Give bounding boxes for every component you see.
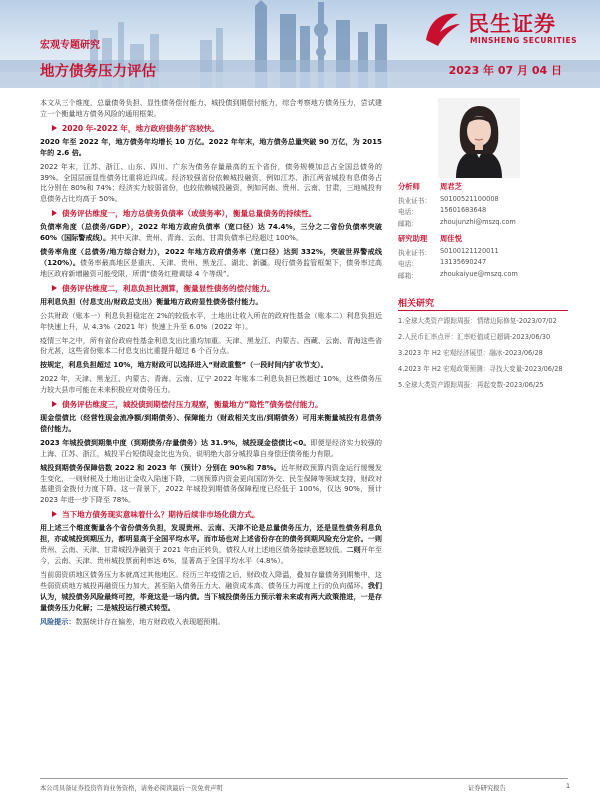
triangle-bullet-icon bbox=[52, 210, 57, 216]
brand-name-en: MINSHENG SECURITIES bbox=[470, 36, 577, 45]
brand-logo bbox=[424, 8, 592, 52]
analyst-1-phone: 电话： 15601683648 bbox=[398, 206, 487, 216]
triangle-bullet-icon bbox=[52, 511, 57, 517]
analyst-2-email-link[interactable]: zhoukaiyue@mszq.com bbox=[440, 270, 518, 278]
related-research-divider bbox=[398, 310, 568, 311]
report-date: 2023 年 07 月 04 日 bbox=[448, 64, 562, 77]
related-research-title: 相关研究 bbox=[398, 299, 435, 309]
section3-paragraph-3: 疫情三年之中，所有省份政府性基金利息支出比重均加重。天津、黑龙江、内蒙古、西藏、云南、青海这些省份尤甚，这些省份账本二付息支出比重提升超过 6 个百分点。 bbox=[40, 335, 382, 356]
report-series: 宏观专题研究 bbox=[40, 40, 100, 51]
analyst-2-cert: 执业证书： S0100121120011 bbox=[398, 247, 499, 257]
footer-doc-type: 证券研究报告 bbox=[468, 785, 506, 792]
section2-paragraph-1: 负债率角度（总债务/GDP），2022 年地方政府负债率（宽口径）达 74.4%，三分之二省份负债率突破 60%（国际警戒线）。其中天津、贵州、青海、云南、甘肃负债率已经超过 100%。 bbox=[40, 222, 382, 243]
section-heading-3: 债务评估维度二，利息负担比测算，衡量显性债务的偿付能力。 bbox=[40, 283, 382, 294]
footer-page-number: 1 bbox=[566, 783, 571, 790]
related-research-item[interactable]: 1.全球大类资产跟踪周报：情绪边际修复-2023/07/02 bbox=[398, 317, 557, 325]
section4-paragraph-3: 城投到期债务保障倍数 2022 和 2023 年（预计）分别在 90%和 78%。近年财政预算内资金运行缓慢发生变化，一则财税及土地出让金收入陷速下降，二则预算内资金更向国防外交、民生保障等领域支持，财政对基建资金拨付力度下降。这一背景下，2022 年城投到期债务保障程度已经低于 100%，仅达 90%，预计 2023 年进一步下降至 78%。 bbox=[40, 462, 382, 505]
section4-paragraph-2: 2023 年城投债到期集中度（到期债务/存量债务）达 31.9%，城投现金偿债比<0。即便是经济实力较强的上海、江苏、浙江，城投平台短债现金比也为负，说明绝大部分城投靠自身偿还债务能力有限。 bbox=[40, 437, 383, 458]
brand-name-cn: 民生证券 bbox=[468, 12, 556, 36]
section-heading-2: 债务评估维度一，地方总债务负债率（或债务率），衡量总量债务的持续性。 bbox=[40, 208, 382, 219]
analyst-2-name: 周佳悦 bbox=[440, 234, 462, 243]
analyst-photo bbox=[438, 98, 520, 178]
analyst-portrait-image bbox=[438, 98, 520, 178]
section3-paragraph-1: 用利息负担（付息支出/财政总支出）衡量地方政府显性债务偿付能力。 bbox=[40, 296, 263, 306]
related-research-item[interactable]: 3.2023 年 H2 宏观经济展望：融冰-2023/06/28 bbox=[398, 349, 543, 357]
section1-paragraph-1: 2020 年至 2022 年，地方债务年均增长 10 万亿。2022 年年末，地方债务总量突破 90 万亿，为 2015 年的 2.6 倍。 bbox=[40, 136, 382, 157]
related-research-item[interactable]: 2.人民币汇率点评：汇率贬值或已超调-2023/06/30 bbox=[398, 333, 551, 341]
section3-paragraph-2: 公共财政（账本一）利息负担稳定在 2%的较低水平，土地出让收入所在的政府性基金（账本二）利息负担近年快速上升，从 4.3%（2021 年）快速上升至 6.0%（2022 年）。 bbox=[40, 310, 382, 331]
section5-paragraph-2: 当前弱资质地区债务压力本就高过其他地区。经历三年疫情之后，财政收入降温，叠加存量债务到期集中，这些弱资质地方城投再融资压力加大，甚至陷入债务压力大、融资成本高、债务压力再度上行的负向循环。我们认为，城投债务风险最终可控，毕竟这是一场内债。当下城投债务压力预示着未来或有两大政策推进，一是存量债务压力化解；二是城投运行模式转型。 bbox=[40, 569, 383, 612]
analyst-1-email: 邮箱： zhoujunzhi@mszq.com bbox=[398, 218, 516, 228]
brand-logo-mark-icon bbox=[424, 10, 462, 48]
triangle-bullet-icon bbox=[52, 285, 57, 291]
main-content bbox=[40, 98, 382, 627]
section3-paragraph-4: 按规定，利息负担超过 10%，地方财政可以选择进入“财政重整”（一段时间内扩收节支）。 bbox=[40, 360, 328, 370]
footer-disclaimer: 本公司具备证券投资咨询业务资格，请务必阅读最后一页免责声明 bbox=[40, 785, 223, 792]
triangle-bullet-icon bbox=[52, 125, 57, 131]
related-research-list bbox=[398, 316, 568, 396]
section-heading-5: 当下地方债务现实意味着什么？期待后续非市场化债方式。 bbox=[40, 509, 382, 520]
analyst-1-cert: 执业证书： S0100521100008 bbox=[398, 195, 499, 205]
report-title: 地方债务压力评估 bbox=[40, 64, 156, 80]
analyst-2-role: 研究助理 bbox=[398, 234, 428, 243]
section-heading-4: 债务评估维度三，城投债到期偿付压力观察，衡量地方“隐性”债务偿付能力。 bbox=[40, 399, 382, 410]
section-heading-1: 2020 年-2022 年，地方政府债务扩容较快。 bbox=[40, 123, 382, 134]
section1-paragraph-2: 2022 年末，江苏、浙江、山东、四川、广东为债务存量最高的五个省份，债务规模加总占全国总债务的 39%。全国层面显性债务比重将近四成。经济较强省份依赖城投融资，例如江苏、浙江两省城投有息债务占比分别在 80%和 74%；经济实力较弱省份，也较依赖城投融资，例如河南、贵州、云南、甘肃，三地城投有息债务占比均高于 50%。 bbox=[40, 161, 382, 204]
triangle-bullet-icon bbox=[52, 401, 57, 407]
related-research-item[interactable]: 4.2023 年 H2 宏观政策预测：寻找大变量-2023/06/28 bbox=[398, 365, 563, 373]
analyst-1-email-link[interactable]: zhoujunzhi@mszq.com bbox=[440, 218, 516, 226]
analyst-2-email: 邮箱： zhoukaiyue@mszq.com bbox=[398, 270, 518, 280]
footer-divider bbox=[40, 778, 568, 779]
header-banner bbox=[0, 0, 600, 88]
related-research-item[interactable]: 5.全球大类资产跟踪周报：再起变数-2023/06/25 bbox=[398, 381, 544, 389]
intro-paragraph: 本文从三个维度，总量债务负担、显性债务偿付能力、城投债到期偿付能力，综合考察地方债务压力，尝试建立一个衡量地方债务风险的通用框架。 bbox=[40, 98, 382, 118]
risk-warning: 风险提示：数据统计存在偏差，地方财政收入表现超预期。 bbox=[40, 616, 225, 626]
section4-paragraph-1: 现金偿债比（经营性现金流净额/到期债务）、保障能力（财政相关支出/到期债务）可用来衡量城投有息债务偿付能力。 bbox=[40, 413, 382, 433]
analyst-2-phone: 电话： 13135690247 bbox=[398, 258, 487, 268]
section5-paragraph-1: 用上述三个维度衡量各个省份债务负担，发现贵州、云南、天津不论是总量债务压力，还是显性债务利息负担，亦或城投到期压力，都明显高于全国平均水平。而市场也对上述省份存在的债务到期风险充分定价。一则贵州、云南、天津、甘肃城投净融资于 2021 年由正转负，债权人对上述地区债务接续意愿较低。二则开年至今，云南、天津、贵州城投票面利率达 6%，显著高于全国平均水平（4.8%）。 bbox=[40, 523, 383, 565]
analyst-1-role: 分析师 bbox=[398, 182, 420, 191]
section2-paragraph-2: 债务率角度（总债务/地方综合财力），2022 年地方政府债务率（宽口径）达到 332%，突破世界警戒线（120%）。债务率最高地区是重庆、天津、贵州、黑龙江、湖北、新疆。现行债务监管框架下，债务率过高地区政府新增融资可能受限，所谓“债务红橙黄绿 4 个等级”。 bbox=[40, 247, 382, 278]
section3-paragraph-5: 2022 年，天津、黑龙江、内蒙古、青海、云南、辽宁 2022 年账本二利息负担已然超过 10%，这些债务压力较大县市可能在未来积极应对债务压力。 bbox=[40, 374, 382, 395]
analyst-1-name: 周君芝 bbox=[440, 182, 462, 191]
